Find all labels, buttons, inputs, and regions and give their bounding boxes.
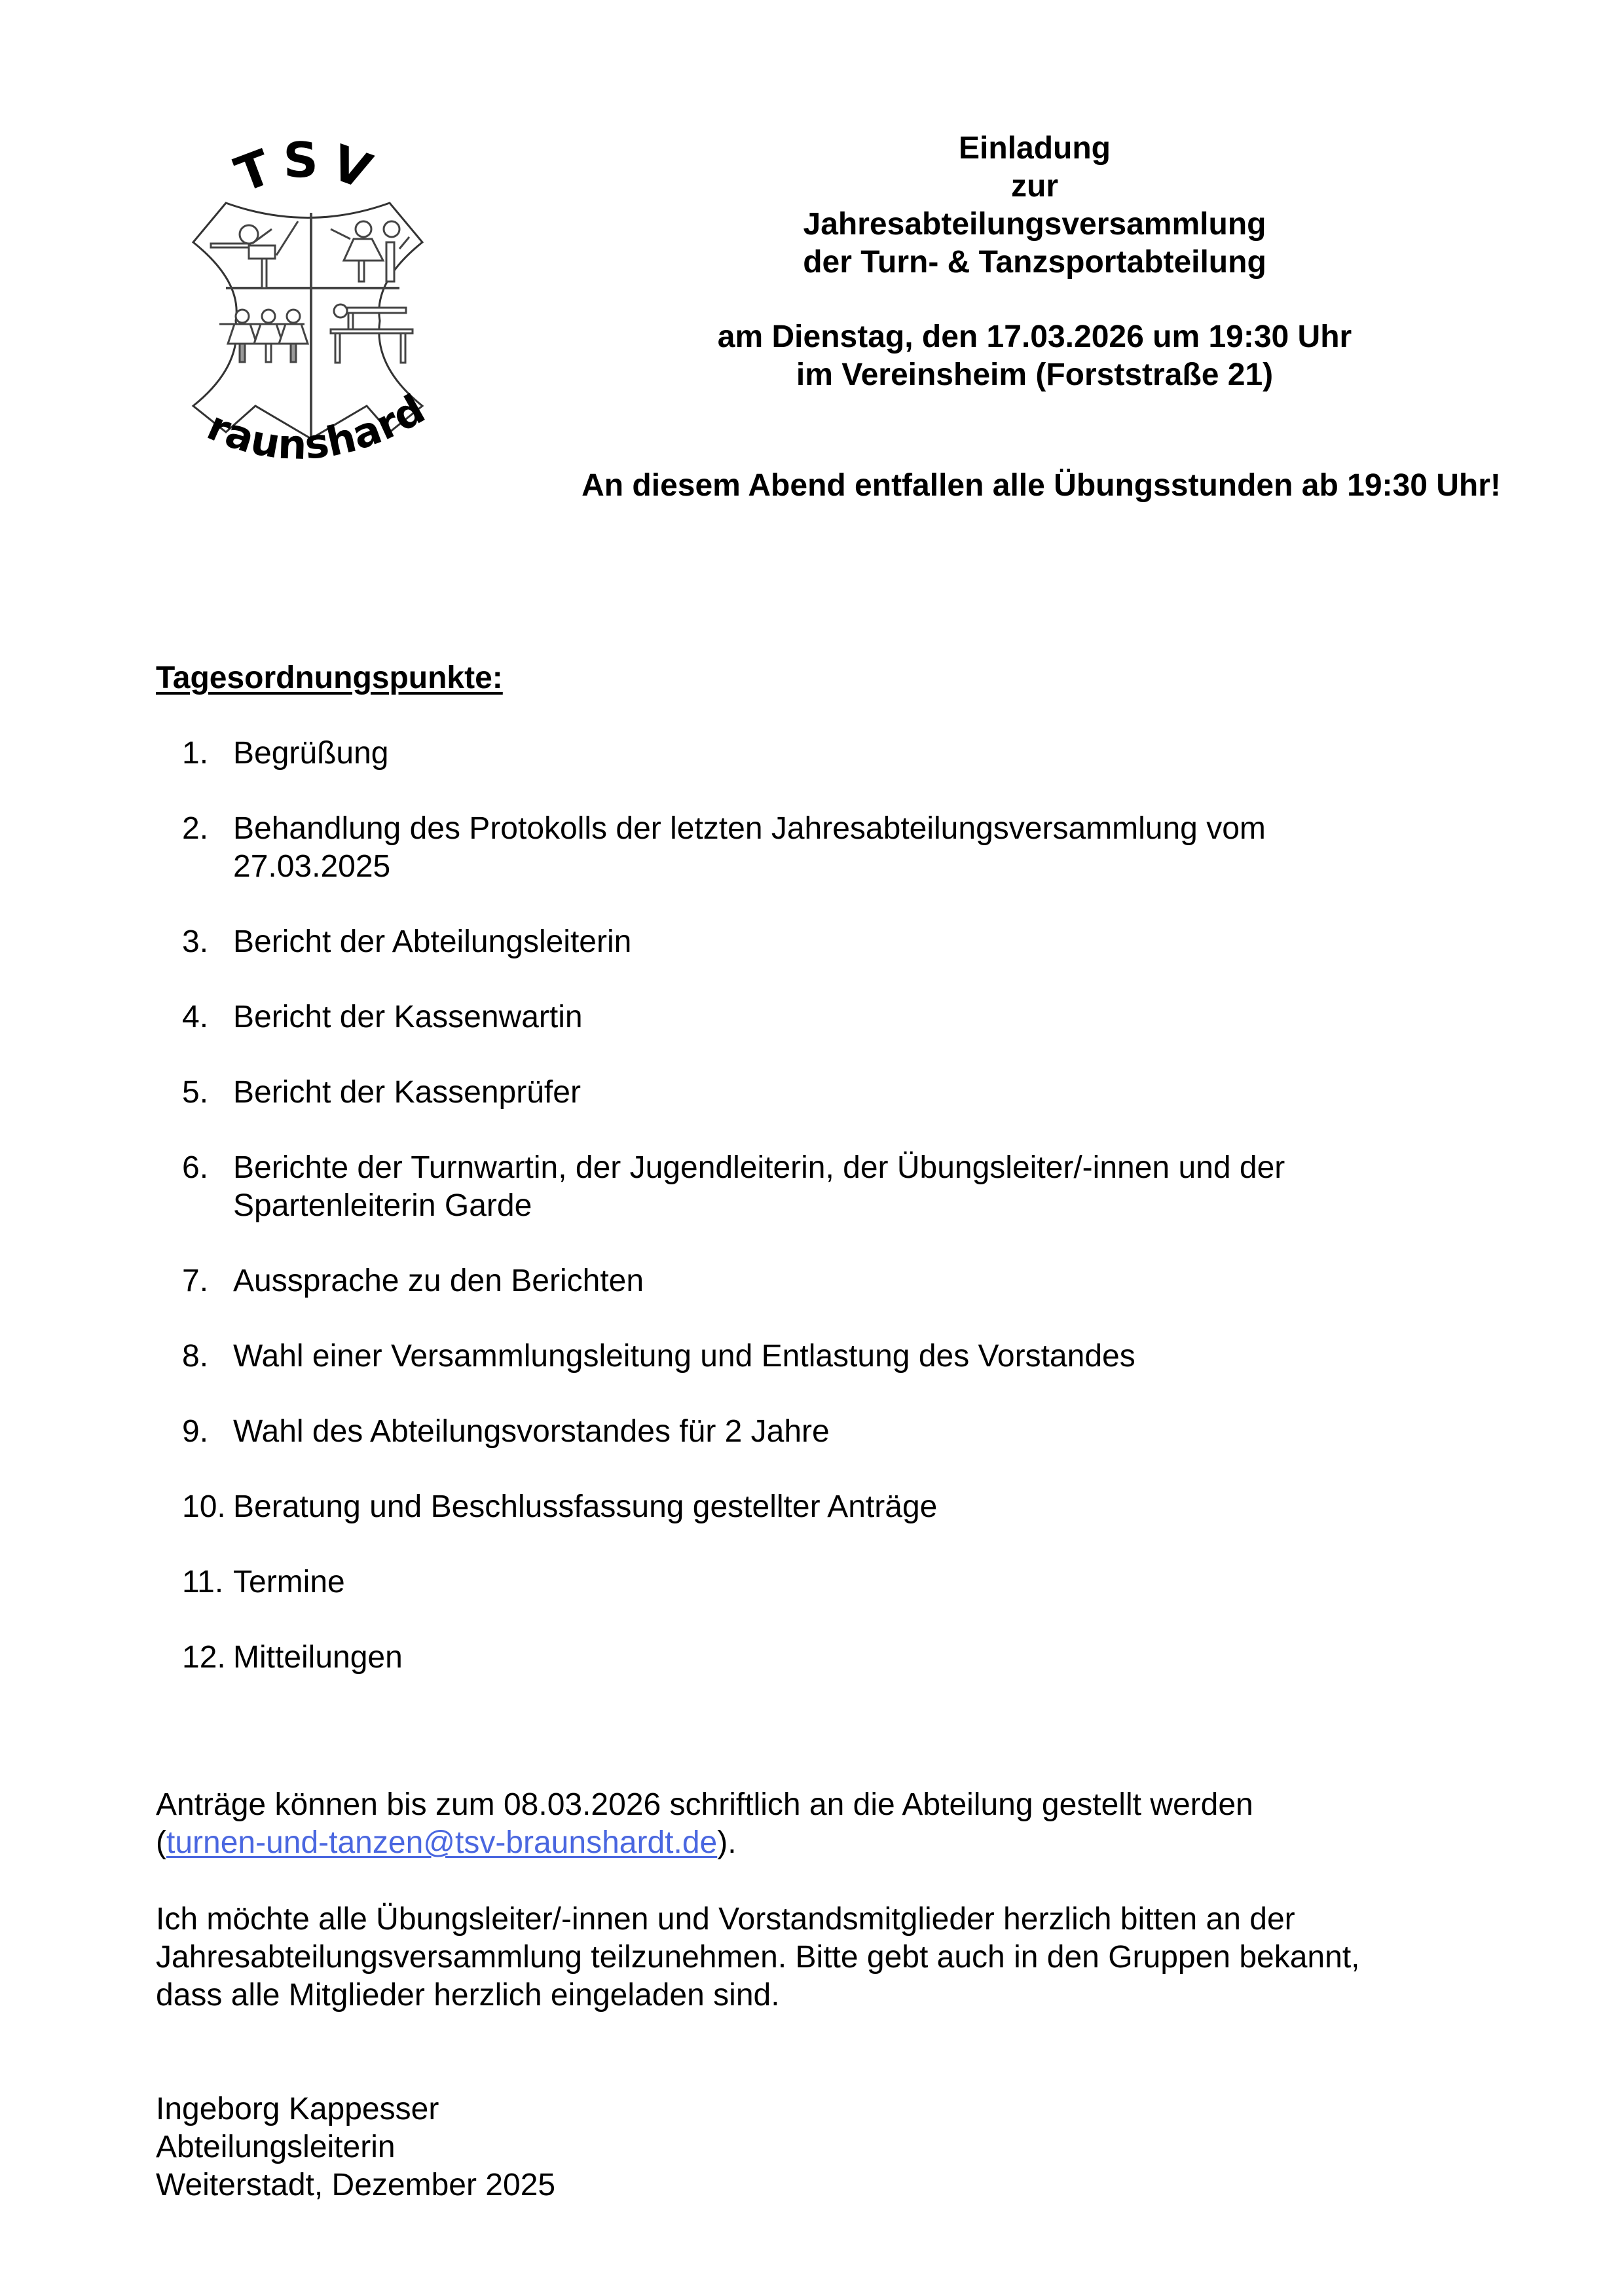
header-event-name: Jahresabteilungsversammlung [803, 207, 1266, 242]
agenda-item-number: 3. [182, 924, 209, 959]
request-line: dass alle Mitglieder herzlich eingeladen sind. [156, 1978, 780, 2013]
tsv-braunshardt-crest-icon [164, 124, 452, 511]
logo-top-text: TSV [228, 132, 387, 204]
agenda-item-text: Wahl des Abteilungsvorstandes für 2 Jahre [233, 1414, 830, 1449]
motions-contact-line [156, 1824, 1498, 1862]
agenda-item-text-cont: 27.03.2025 [233, 849, 391, 884]
agenda-item [156, 1074, 1466, 1112]
header-title: Einladung [959, 131, 1111, 166]
agenda-item-text-cont: Spartenleiterin Garde [233, 1188, 532, 1223]
request-line: Ich möchte alle Übungsleiter/-innen und Vorstandsmitglieder herzlich bitten an der [156, 1902, 1295, 1937]
agenda-item-text: Beratung und Beschlussfassung gestellter Anträge [233, 1489, 938, 1524]
agenda-item-text: Termine [233, 1565, 345, 1599]
agenda-item-text: Behandlung des Protokolls der letzten Jahresabteilungsversammlung vom [233, 811, 1266, 846]
agenda-list [156, 735, 1466, 1714]
agenda-item-number: 7. [182, 1264, 209, 1298]
place-date: Weiterstadt, Dezember 2025 [156, 2168, 556, 2202]
motions-paragraph [156, 1786, 1498, 1862]
agenda-item [156, 810, 1466, 886]
agenda-item [156, 735, 1466, 773]
cancellation-notice: An diesem Abend entfallen alle Übungsstunden ab 19:30 Uhr! [581, 468, 1501, 503]
agenda-item [156, 1488, 1466, 1526]
agenda-item-number: 9. [182, 1414, 209, 1449]
signer-name: Ingeborg Kappesser [156, 2092, 439, 2126]
agenda-item-number: 10. [182, 1489, 226, 1524]
header-line-zur: zur [1011, 169, 1058, 204]
agenda-item [156, 998, 1466, 1036]
request-paragraph [156, 1901, 1498, 2014]
agenda-item [156, 1338, 1466, 1376]
agenda-item [156, 1639, 1466, 1677]
header-department: der Turn- & Tanzsportabteilung [803, 245, 1266, 280]
agenda-item-number: 6. [182, 1150, 209, 1185]
close-paren: ). [717, 1825, 737, 1860]
agenda-item [156, 1563, 1466, 1601]
agenda-item-number: 12. [182, 1640, 226, 1675]
agenda-item-text: Bericht der Abteilungsleiterin [233, 924, 632, 959]
agenda-item [156, 1413, 1466, 1451]
motions-text: Anträge können bis zum 08.03.2026 schriftlich an die Abteilung gestellt werden [156, 1787, 1253, 1822]
agenda-item-text: Begrüßung [233, 736, 389, 771]
agenda-item-number: 4. [182, 1000, 209, 1034]
email-link[interactable]: turnen-und-tanzen@tsv-braunshardt.de [166, 1825, 718, 1860]
invitation-header [524, 130, 1545, 394]
agenda-item-text: Wahl einer Versammlungsleitung und Entlastung des Vorstandes [233, 1339, 1135, 1374]
agenda-item [156, 1262, 1466, 1300]
header-spacer [524, 282, 1545, 318]
signer-role: Abteilungsleiterin [156, 2130, 396, 2164]
agenda-item-number: 1. [182, 736, 209, 771]
agenda-title: Tagesordnungspunkte: [156, 661, 503, 695]
meeting-location: im Vereinsheim (Forststraße 21) [796, 357, 1274, 392]
agenda-item-text: Aussprache zu den Berichten [233, 1264, 644, 1298]
agenda-item-number: 2. [182, 811, 209, 846]
agenda-item [156, 1149, 1466, 1225]
agenda-item-text: Bericht der Kassenwartin [233, 1000, 583, 1034]
request-line: Jahresabteilungsversammlung teilzunehmen. Bitte gebt auch in den Gruppen bekannt, [156, 1940, 1360, 1975]
signature-block [156, 2090, 1498, 2204]
logo-bottom-text: raunshard [200, 384, 433, 469]
agenda-item [156, 923, 1466, 961]
club-logo [164, 124, 452, 511]
open-paren: ( [156, 1825, 166, 1860]
agenda-item-number: 11. [182, 1565, 224, 1599]
agenda-item-text: Mitteilungen [233, 1640, 403, 1675]
agenda-item-number: 8. [182, 1339, 209, 1374]
agenda-item-number: 5. [182, 1075, 209, 1110]
agenda-item-text: Bericht der Kassenprüfer [233, 1075, 581, 1110]
agenda-item-text: Berichte der Turnwartin, der Jugendleiterin, der Übungsleiter/-innen und der [233, 1150, 1285, 1185]
meeting-date: am Dienstag, den 17.03.2026 um 19:30 Uhr [717, 319, 1352, 354]
